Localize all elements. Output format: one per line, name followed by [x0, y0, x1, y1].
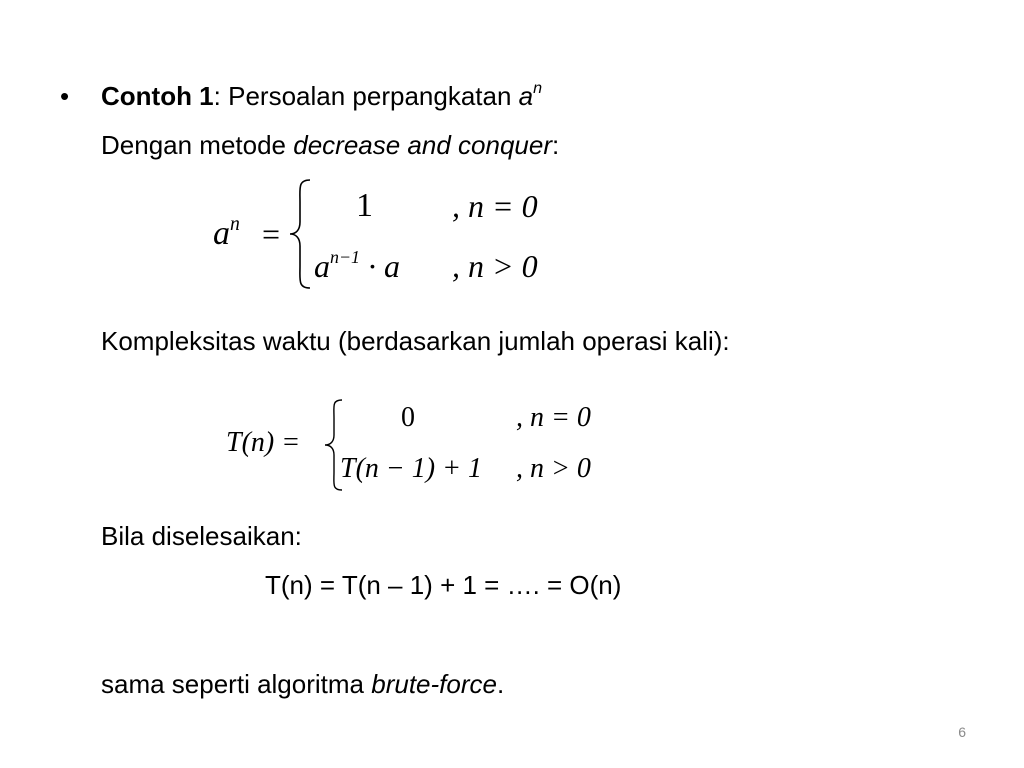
brute-force-term: brute-force — [371, 669, 497, 699]
problem-description: : Persoalan perpangkatan — [213, 81, 519, 111]
method-line — [101, 129, 559, 161]
solved-line: Bila diselesaikan: — [101, 521, 302, 551]
formula2-case1-value: 0 — [401, 402, 415, 433]
example-title-line — [101, 80, 542, 112]
conclusion-line: sama seperti algoritma brute-force. — [101, 669, 505, 699]
method-prefix: Dengan metode — [101, 130, 294, 160]
formula2-case2-condition: , n > 0 — [516, 453, 591, 484]
solution-line: T(n) = T(n – 1) + 1 = …. = O(n) — [265, 570, 622, 600]
complexity-line: Kompleksitas waktu (berdasarkan jumlah operasi kali): — [101, 326, 730, 356]
formula1-equals: = — [262, 216, 281, 252]
formula1-case2-value: $a^{n-1} \cdot a$ — [314, 247, 400, 284]
formula2-lhs: T(n) = — [226, 427, 301, 458]
method-name: decrease and conquer — [293, 130, 552, 160]
formula1-brace — [286, 178, 314, 290]
formula2-case1-condition: , n = 0 — [516, 402, 591, 433]
bullet-marker: • — [60, 81, 70, 111]
power-base: a — [518, 81, 534, 111]
formula2-case2-value: T(n − 1) + 1 — [340, 453, 483, 484]
power-exponent: n — [533, 79, 543, 98]
formula1-case1-value: 1 — [356, 187, 373, 224]
formula1-lhs: $a^n$ — [213, 212, 240, 252]
example-label: Contoh 1 — [101, 81, 214, 111]
formula1-case2-condition: , n > 0 — [452, 248, 538, 284]
method-suffix: : — [552, 130, 560, 160]
formula1-case1-condition: , n = 0 — [452, 188, 538, 224]
page-number: 6 — [958, 724, 966, 740]
